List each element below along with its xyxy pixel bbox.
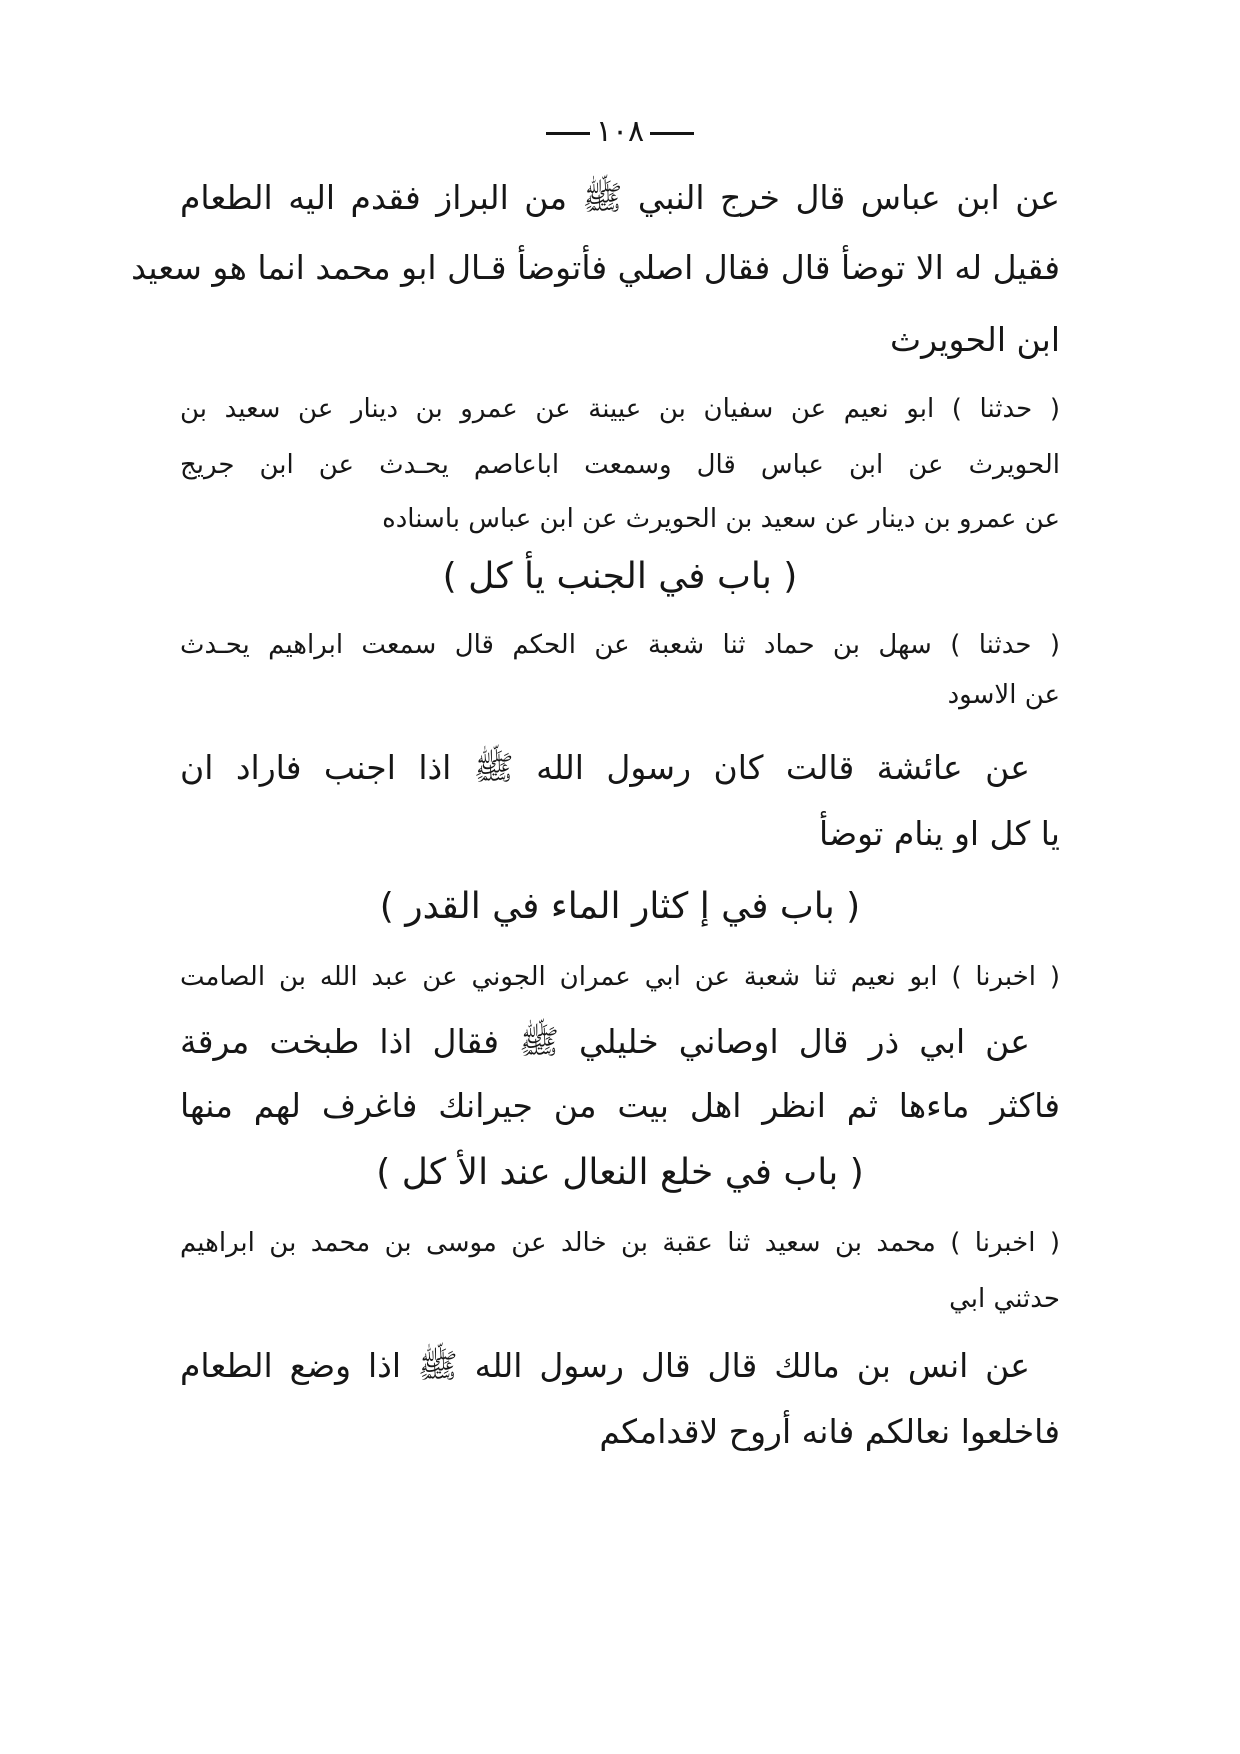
text-line-2: فقيل له الا توضأ قال فقال اصلي فأتوضأ قـال ابو محمد انما هو سعيد [131, 248, 1060, 287]
text-line-6: عن عمرو بن دينار عن سعيد بن الحويرث عن ابن عباس باسناده [382, 504, 1060, 534]
text-line-8: ( حدثنا ) سهل بن حماد ثنا شعبة عن الحكم قال سمعت ابراهيم يحـدث [180, 630, 1060, 660]
text-line-9: عن الاسود [947, 680, 1060, 710]
text-line-4: ( حدثنا ) ابو نعيم عن سفيان بن عيينة عن عمرو بن دينار عن سعيد بن [180, 394, 1060, 424]
folio-dash-left [546, 132, 590, 135]
chapter-heading-3: ( باب في خلع النعال عند الأ كل ) [376, 1152, 864, 1193]
text-line-20: فاخلعوا نعالكم فانه أروح لاقدامكم [599, 1412, 1060, 1451]
text-line-19: عن انس بن مالك قال قال رسول الله ﷺ اذا وضع الطعام [180, 1346, 1030, 1385]
chapter-heading-1: ( باب في الجنب يأ كل ) [442, 556, 798, 597]
folio-dash-right [650, 132, 694, 135]
text-line-11: يا كل او ينام توضأ [819, 814, 1060, 853]
text-line-17: ( اخبرنا ) محمد بن سعيد ثنا عقبة بن خالد عن موسى بن محمد بن ابراهيم [180, 1228, 1060, 1258]
text-line-1: عن ابن عباس قال خرج النبي ﷺ من البراز فقدم اليه الطعام [180, 178, 1060, 217]
text-line-3: ابن الحويرث [890, 320, 1060, 359]
page-number-text: ١٠٨ [595, 114, 645, 149]
text-line-18: حدثني ابي [949, 1284, 1060, 1314]
text-line-10: عن عائشة قالت كان رسول الله ﷺ اذا اجنب فاراد ان [180, 748, 1030, 787]
text-line-14: عن ابي ذر قال اوصاني خليلي ﷺ فقال اذا طبخت مرقة [180, 1022, 1030, 1061]
page-number [0, 114, 1240, 149]
text-line-15: فاكثر ماءها ثم انظر اهل بيت من جيرانك فاغرف لهم منها [180, 1086, 1060, 1125]
chapter-heading-2: ( باب في إ كثار الماء في القدر ) [379, 886, 861, 927]
text-line-5: الحويرث عن ابن عباس قال وسمعت اباعاصم يحـدث عن ابن جريج [180, 450, 1060, 480]
text-line-13: ( اخبرنا ) ابو نعيم ثنا شعبة عن ابي عمران الجوني عن عبد الله بن الصامت [180, 962, 1060, 992]
